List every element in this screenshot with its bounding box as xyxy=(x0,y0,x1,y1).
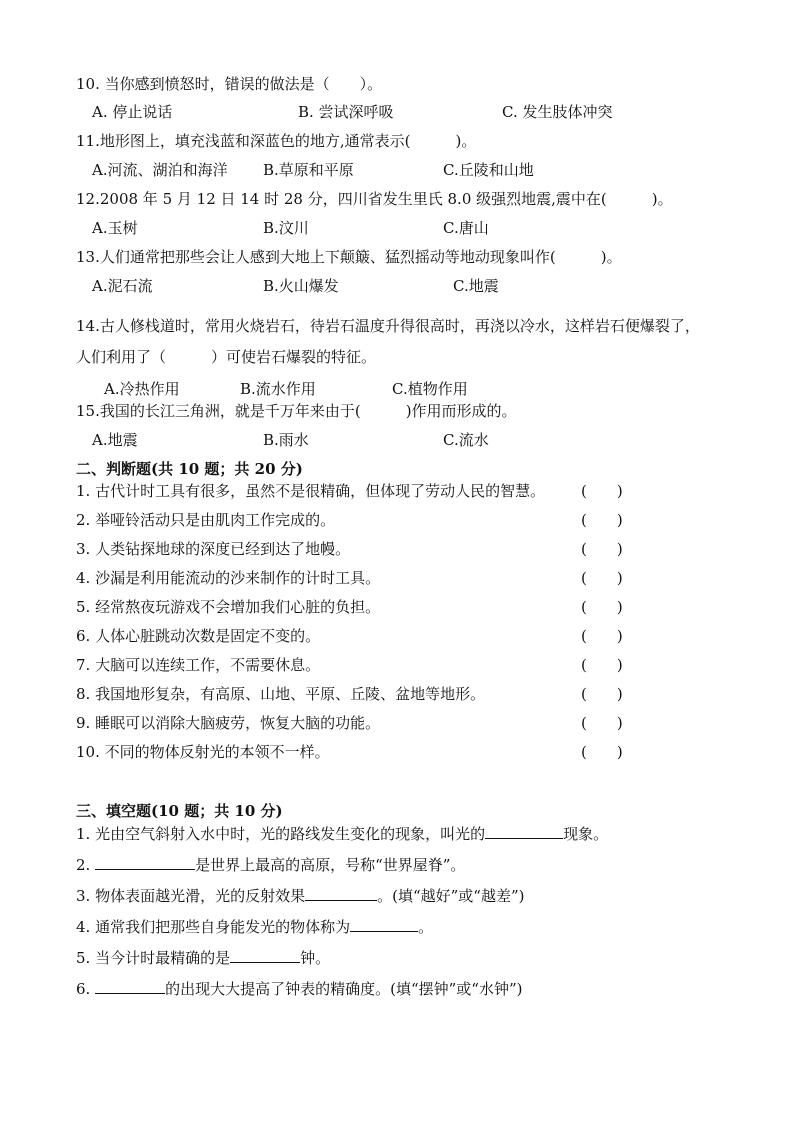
fill-item-1 xyxy=(76,822,608,844)
q14-option-c: C.植物作用 xyxy=(392,380,468,398)
judge-answer-2[interactable]: ( ) xyxy=(581,511,623,529)
q11-option-a: A.河流、湖泊和海洋 xyxy=(92,161,228,179)
q12-option-c: C.唐山 xyxy=(443,219,489,237)
judge-item-3: 3. 人类钻探地球的深度已经到达了地幔。 xyxy=(76,540,351,558)
q15-option-b: B.雨水 xyxy=(263,431,309,449)
fill-blank-4[interactable] xyxy=(350,915,418,932)
fill-item-3-tail: 。(填“越好”或“越差”) xyxy=(377,887,525,905)
judge-item-7: 7. 大脑可以连续工作，不需要休息。 xyxy=(76,656,321,674)
fill-section-heading: 三、填空题(10 题；共 10 分) xyxy=(76,802,283,820)
q12-option-b: B.汶川 xyxy=(263,219,309,237)
fill-item-4 xyxy=(76,915,433,937)
judge-item-5: 5. 经常熬夜玩游戏不会增加我们心脏的负担。 xyxy=(76,598,381,616)
question-12-stem: 12.2008 年 5 月 12 日 14 时 28 分，四川省发生里氏 8.0 级强烈地震,震中在( )。 xyxy=(76,190,673,208)
fill-item-4-text: 4. 通常我们把那些自身能发光的物体称为 xyxy=(76,918,351,936)
q10-option-a: A. 停止说话 xyxy=(92,103,173,121)
q10-option-b: B. 尝试深呼吸 xyxy=(298,103,394,121)
q11-option-b: B.草原和平原 xyxy=(263,161,354,179)
fill-item-5-text: 5. 当今计时最精确的是 xyxy=(76,949,231,967)
fill-blank-3[interactable] xyxy=(305,884,377,901)
judge-answer-8[interactable]: ( ) xyxy=(581,685,623,703)
q13-option-c: C.地震 xyxy=(453,277,499,295)
judge-answer-3[interactable]: ( ) xyxy=(581,540,623,558)
judge-answer-1[interactable]: ( ) xyxy=(581,482,623,500)
fill-item-6 xyxy=(76,977,522,999)
fill-item-1-text: 1. 光由空气斜射入水中时，光的路线发生变化的现象，叫光的 xyxy=(76,825,486,843)
fill-item-5-tail: 钟。 xyxy=(300,949,331,967)
fill-item-2 xyxy=(76,853,465,875)
judge-item-4: 4. 沙漏是利用能流动的沙来制作的计时工具。 xyxy=(76,569,381,587)
judge-item-1: 1. 古代计时工具有很多，虽然不是很精确，但体现了劳动人民的智慧。 xyxy=(76,482,546,500)
judge-answer-6[interactable]: ( ) xyxy=(581,627,623,645)
judge-answer-9[interactable]: ( ) xyxy=(581,714,623,732)
question-11-stem: 11.地形图上，填充浅蓝和深蓝色的地方,通常表示( )。 xyxy=(76,132,477,150)
q10-option-c: C. 发生肢体冲突 xyxy=(502,103,613,121)
judge-answer-4[interactable]: ( ) xyxy=(581,569,623,587)
q15-option-c: C.流水 xyxy=(443,431,489,449)
judge-item-9: 9. 睡眠可以消除大脑疲劳，恢复大脑的功能。 xyxy=(76,714,381,732)
question-10-stem: 10. 当你感到愤怒时，错误的做法是（ ）。 xyxy=(76,75,383,93)
fill-item-2-text: 2. xyxy=(76,856,96,874)
fill-item-6-tail: 的出现大大提高了钟表的精确度。(填“摆钟”或“水钟”) xyxy=(165,980,523,998)
fill-item-6-text: 6. xyxy=(76,980,96,998)
fill-item-5 xyxy=(76,946,330,968)
q13-option-b: B.火山爆发 xyxy=(263,277,339,295)
judge-section-heading: 二、判断题(共 10 题；共 20 分) xyxy=(76,460,303,478)
judge-answer-10[interactable]: ( ) xyxy=(581,743,623,761)
judge-answer-7[interactable]: ( ) xyxy=(581,656,623,674)
q14-option-a: A.冷热作用 xyxy=(104,380,180,398)
judge-item-10: 10. 不同的物体反射光的本领不一样。 xyxy=(76,743,330,761)
q11-option-c: C.丘陵和山地 xyxy=(443,161,534,179)
question-15-stem: 15.我国的长江三角洲，就是千万年来由于( )作用而形成的。 xyxy=(76,402,517,420)
fill-blank-5[interactable] xyxy=(230,946,300,963)
fill-blank-6[interactable] xyxy=(95,977,165,994)
fill-item-4-tail: 。 xyxy=(418,918,434,936)
question-13-stem: 13.人们通常把那些会让人感到大地上下颠簸、猛烈摇动等地动现象叫作( )。 xyxy=(76,248,622,266)
q13-option-a: A.泥石流 xyxy=(92,277,153,295)
judge-answer-5[interactable]: ( ) xyxy=(581,598,623,616)
fill-item-1-tail: 现象。 xyxy=(563,825,609,843)
question-14-stem: 14.古人修栈道时，常用火烧岩石，待岩石温度升得很高时，再浇以冷水，这样岩石便爆裂了， xyxy=(76,317,700,335)
fill-blank-2[interactable] xyxy=(95,853,195,870)
q14-option-b: B.流水作用 xyxy=(240,380,316,398)
fill-item-2-tail: 是世界上最高的高原，号称“世界屋脊”。 xyxy=(195,856,466,874)
fill-item-3 xyxy=(76,884,524,906)
fill-blank-1[interactable] xyxy=(485,822,563,839)
q15-option-a: A.地震 xyxy=(92,431,138,449)
judge-item-8: 8. 我国地形复杂，有高原、山地、平原、丘陵、盆地等地形。 xyxy=(76,685,486,703)
fill-item-3-text: 3. 物体表面越光滑，光的反射效果 xyxy=(76,887,306,905)
judge-item-2: 2. 举哑铃活动只是由肌肉工作完成的。 xyxy=(76,511,336,529)
question-14-stem-cont: 人们利用了（ ）可使岩石爆裂的特征。 xyxy=(76,348,377,366)
judge-item-6: 6. 人体心脏跳动次数是固定不变的。 xyxy=(76,627,321,645)
q12-option-a: A.玉树 xyxy=(92,219,138,237)
